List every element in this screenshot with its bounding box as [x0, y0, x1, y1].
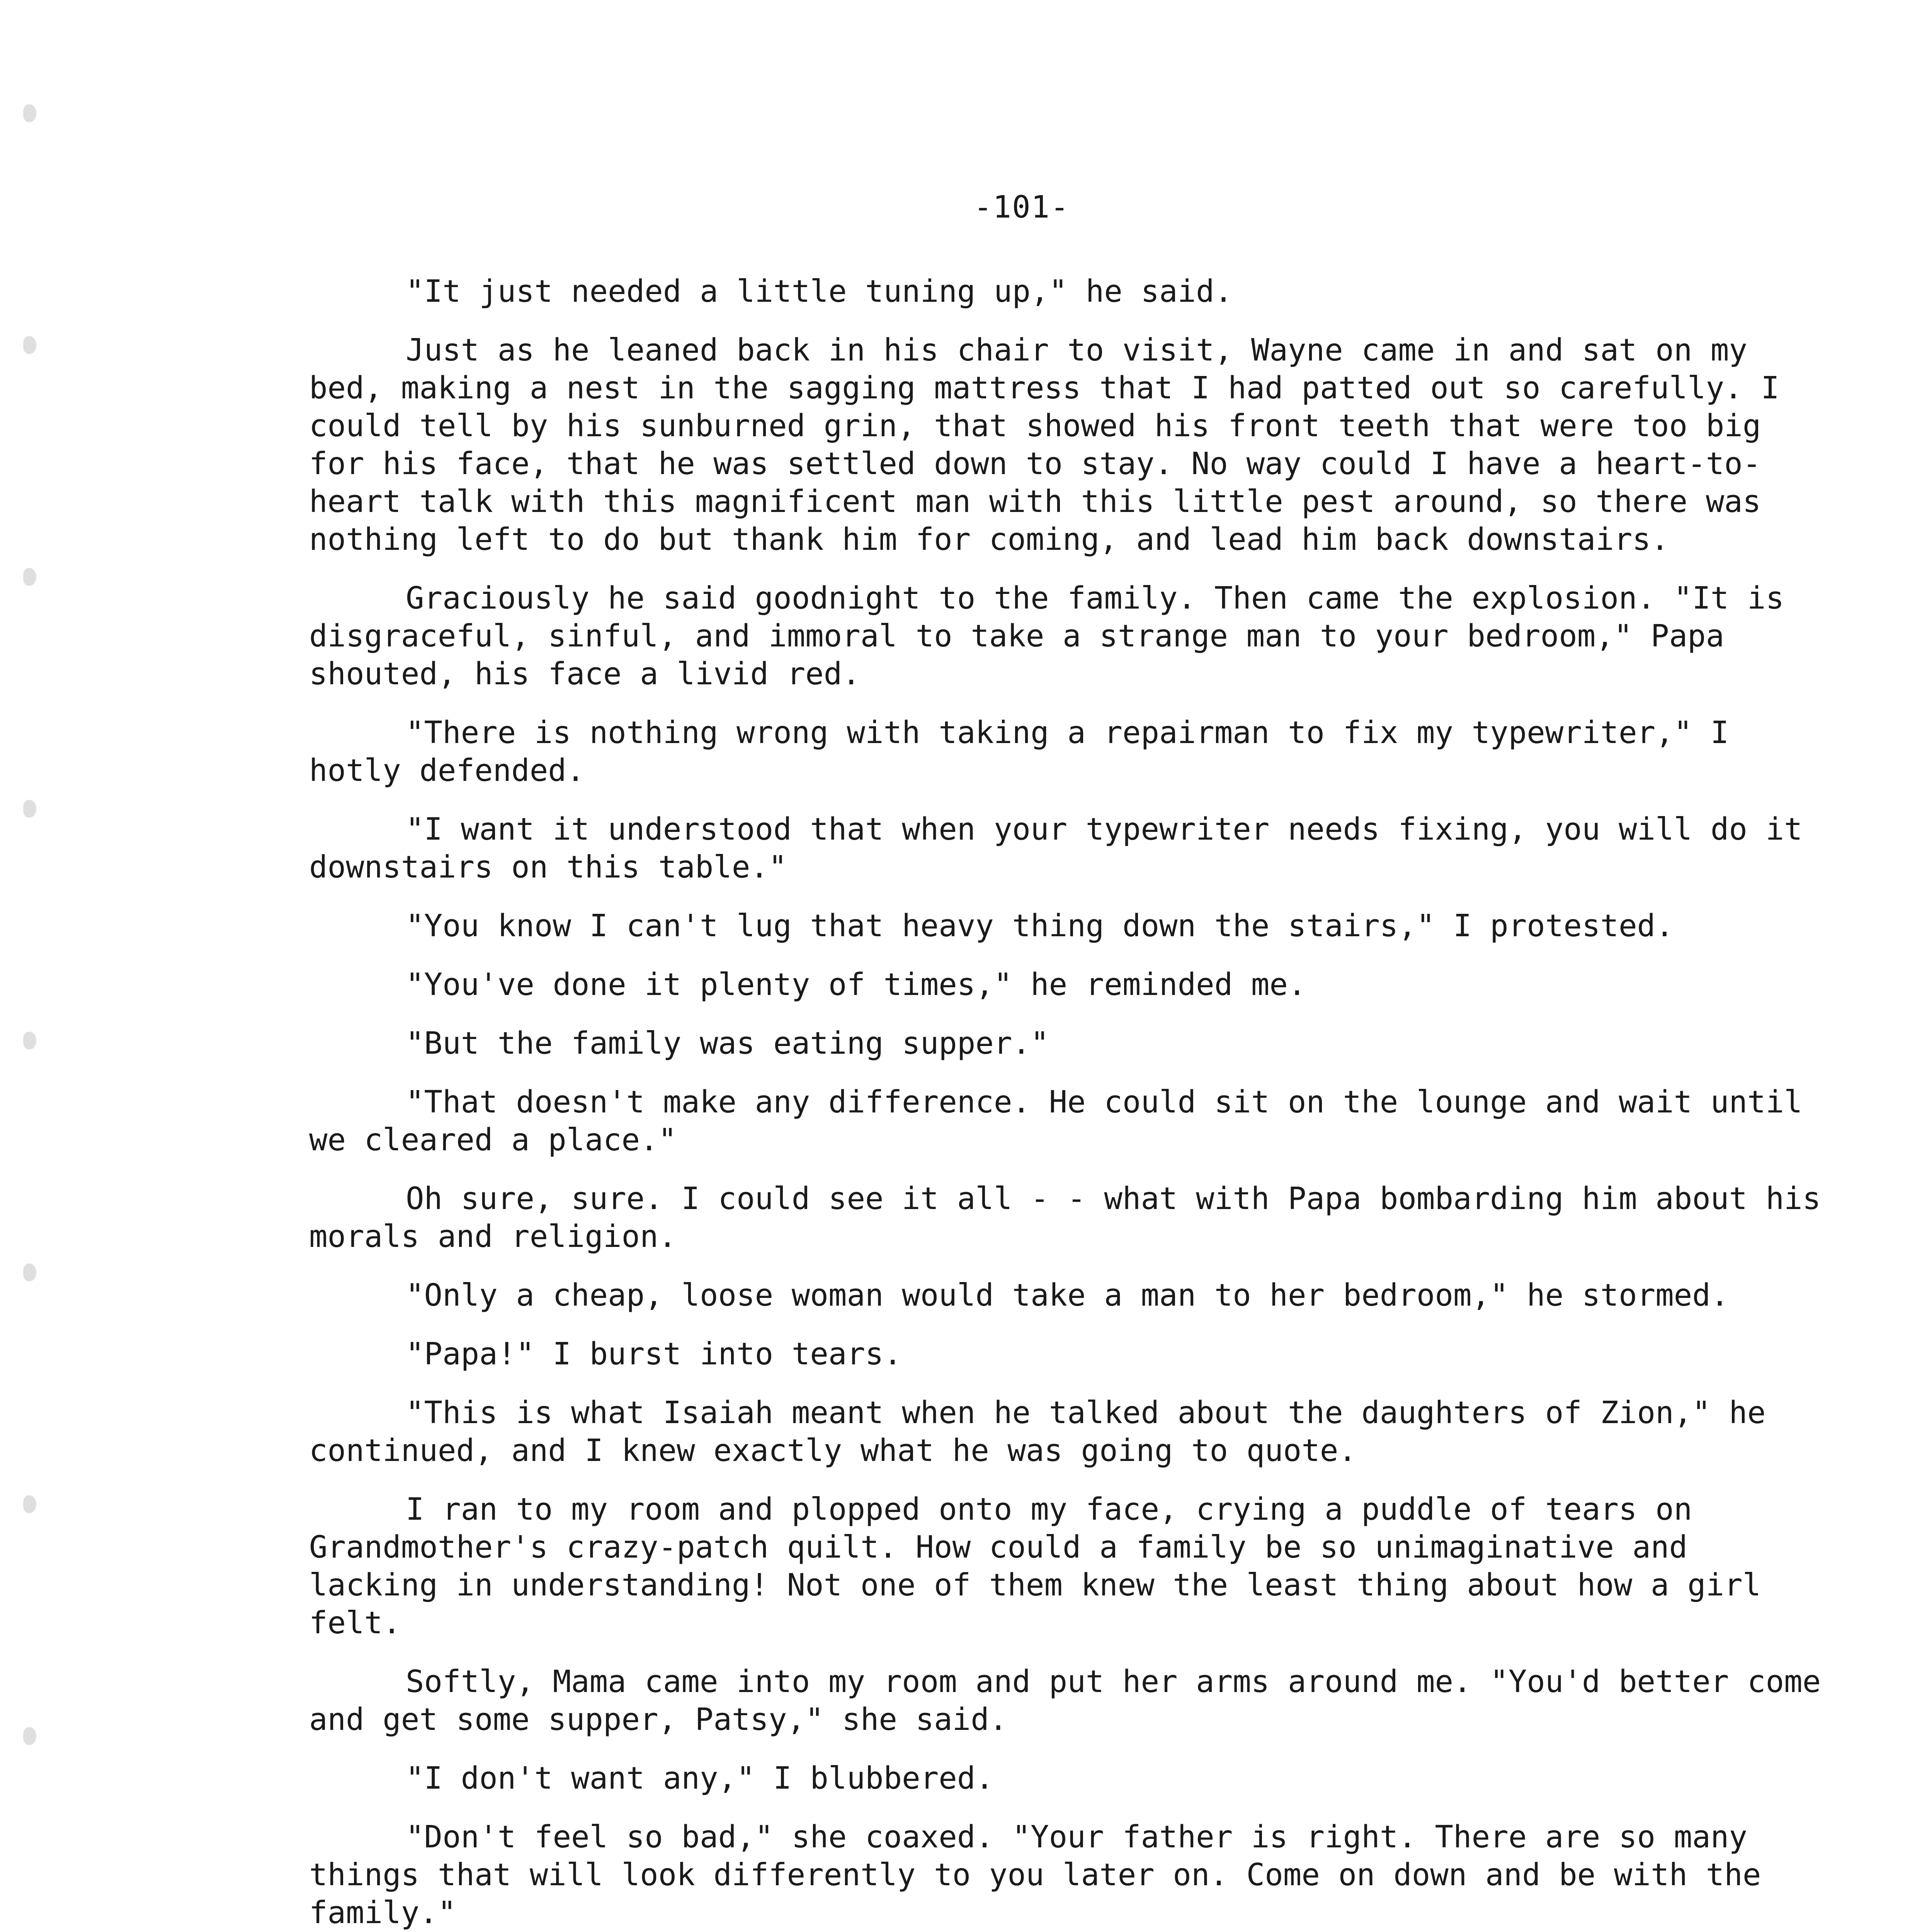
paragraph: "Don't feel so bad," she coaxed. "Your father is right. There are so many things that will look differently to you later on. Come on down and be with the family."	[309, 1819, 1761, 1930]
punch-hole-mark	[23, 568, 36, 586]
paragraph: "But the family was eating supper."	[406, 1026, 1049, 1061]
paragraph: "That doesn't make any difference. He could sit on the lounge and wait until we cleared a place."	[309, 1084, 1803, 1158]
paragraph: "You've done it plenty of times," he reminded me.	[406, 967, 1306, 1002]
paragraph: Just as he leaned back in his chair to visit, Wayne came in and sat on my bed, making a nest in the sagging mattress that I had patted out so carefully. I could tell by his sunburned grin, that showed his front teeth that were too big for his face, that he was settled down to stay. No way could I have a heart-to-heart talk with this magnificent man with this little pest around, so there was nothing left to do but thank him for coming, and lead him back downstairs.	[309, 332, 1779, 557]
paragraph: "There is nothing wrong with taking a repairman to fix my typewriter," I hotly defended.	[309, 715, 1729, 788]
punch-hole-mark	[23, 336, 36, 354]
punch-hole-marks	[23, 0, 46, 1932]
paragraph: "It just needed a little tuning up," he said.	[406, 274, 1233, 309]
punch-hole-mark	[23, 1495, 36, 1513]
punch-hole-mark	[23, 1032, 36, 1049]
paragraph: "This is what Isaiah meant when he talked about the daughters of Zion," he continued, and I knew exactly what he was going to quote.	[309, 1395, 1766, 1468]
punch-hole-mark	[23, 1264, 36, 1281]
paragraph: "Papa!" I burst into tears.	[406, 1336, 902, 1372]
page-number: -101-	[974, 189, 1070, 225]
punch-hole-mark	[23, 800, 36, 818]
punch-hole-mark	[23, 104, 36, 122]
paragraph: Softly, Mama came into my room and put her arms around me. "You'd better come and get some supper, Patsy," she said.	[309, 1664, 1821, 1737]
punch-hole-mark	[23, 1727, 36, 1745]
paragraph: "I want it understood that when your typewriter needs fixing, you will do it downstairs on this table."	[309, 811, 1803, 885]
paragraph: "Only a cheap, loose woman would take a man to her bedroom," he stormed.	[406, 1277, 1729, 1313]
paragraph: Oh sure, sure. I could see it all - - what with Papa bombarding him about his morals and religion.	[309, 1181, 1821, 1254]
paragraph: I ran to my room and plopped onto my face, crying a puddle of tears on Grandmother's crazy-patch quilt. How could a family be so unimaginative and lacking in understanding! Not one of them knew the least thing about how a girl felt.	[309, 1492, 1761, 1641]
paragraph: "You know I can't lug that heavy thing down the stairs," I protested.	[406, 908, 1674, 944]
paragraph: "I don't want any," I blubbered.	[406, 1760, 994, 1796]
text-body	[309, 272, 1832, 1932]
paragraph: Graciously he said goodnight to the family. Then came the explosion. "It is disgraceful, sinful, and immoral to take a strange man to your bedroom," Papa shouted, his face a livid red.	[309, 580, 1784, 692]
